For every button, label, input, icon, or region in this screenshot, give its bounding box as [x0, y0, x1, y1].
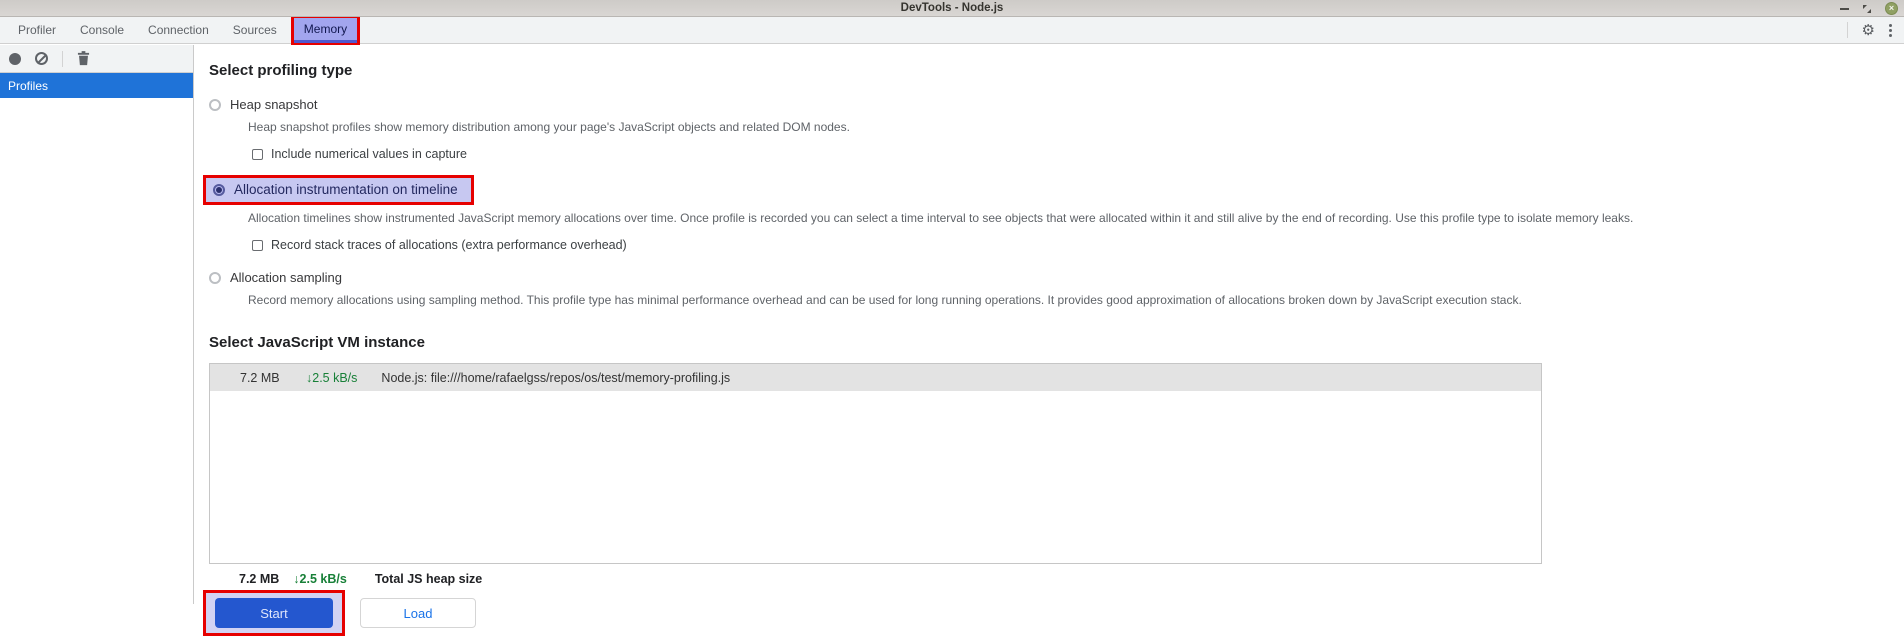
- tab-connection[interactable]: Connection: [148, 23, 209, 37]
- radio-icon-heap-snapshot[interactable]: [209, 99, 221, 111]
- tabbar-right-controls: [1847, 22, 1904, 38]
- vm-instance-heading: Select JavaScript VM instance: [209, 334, 425, 351]
- checkbox-record-stack-traces[interactable]: [252, 238, 1904, 252]
- restore-icon[interactable]: [1862, 4, 1872, 14]
- heap-status-row: [209, 572, 1904, 586]
- radio-icon-allocation-sampling[interactable]: [209, 272, 221, 284]
- close-icon[interactable]: ×: [1885, 2, 1898, 15]
- radio-icon-allocation-timeline-selected[interactable]: [213, 184, 225, 196]
- toolbar-separator: [62, 51, 63, 67]
- memory-panel-toolbar: [0, 45, 193, 73]
- tab-console[interactable]: Console: [80, 23, 125, 37]
- memory-panel-main: [195, 45, 1904, 621]
- allocation-timeline-description: Allocation timelines show instrumented JavaScript memory allocations over time. Once profile is recorded you can select a time interval to see objects that were allocated within it and still alive by the end of recording. Use this profile type to isolate memory leaks.: [248, 211, 1634, 225]
- settings-gear-icon[interactable]: ⚙: [1861, 21, 1875, 39]
- radio-option-allocation-sampling[interactable]: [209, 270, 1904, 285]
- checkbox-label: Include numerical values in capture: [271, 147, 467, 161]
- total-heap-size-label: Total JS heap size: [374, 572, 483, 586]
- load-button[interactable]: Load: [360, 598, 476, 628]
- vm-instance-row[interactable]: [210, 364, 1541, 391]
- toolbar-separator: [1847, 22, 1848, 38]
- more-options-kebab-icon[interactable]: [1889, 24, 1892, 37]
- memory-tab-annotation-box: [291, 15, 360, 46]
- vm-instance-name: Node.js: file:///home/rafaelgss/repos/os/test/memory-profiling.js: [381, 370, 731, 385]
- memory-panel-sidebar: [0, 45, 194, 604]
- tab-profiler[interactable]: Profiler: [18, 23, 57, 37]
- tab-memory[interactable]: Memory: [294, 18, 357, 43]
- vm-instance-list: [209, 363, 1542, 564]
- allocation-sampling-description: Record memory allocations using sampling method. This profile type has minimal performance overhead and can be used for long running operations. It provides good approximation of allocations broken down by JavaScript execution stack.: [248, 293, 1522, 307]
- minimize-icon[interactable]: [1840, 8, 1849, 10]
- trash-icon[interactable]: [77, 51, 90, 66]
- profiling-type-heading: Select profiling type: [209, 62, 353, 79]
- sidebar-item-profiles[interactable]: Profiles: [0, 73, 193, 98]
- checkbox-label: Record stack traces of allocations (extra performance overhead): [271, 238, 627, 252]
- radio-option-heap-snapshot[interactable]: [209, 97, 1904, 112]
- checkbox-icon[interactable]: [252, 149, 263, 160]
- window-controls: [1840, 0, 1898, 17]
- vm-heap-size: 7.2 MB: [240, 370, 280, 385]
- checkbox-icon[interactable]: [252, 240, 263, 251]
- start-button-annotation-box: [203, 590, 345, 636]
- start-button[interactable]: Start: [215, 598, 333, 628]
- radio-option-allocation-timeline[interactable]: [213, 182, 458, 197]
- total-heap-rate-value: ↓2.5 kB/s: [293, 572, 347, 586]
- record-profile-icon[interactable]: [9, 53, 21, 65]
- radio-label: Heap snapshot: [230, 97, 318, 112]
- checkbox-include-numerical-values[interactable]: [252, 147, 1904, 161]
- allocation-timeline-annotation-box: [203, 175, 474, 205]
- tab-sources[interactable]: Sources: [232, 23, 277, 37]
- vm-heap-rate: ↓2.5 kB/s: [306, 370, 358, 385]
- actions-row: [209, 590, 1904, 636]
- window-titlebar: [0, 0, 1904, 17]
- window-title: DevTools - Node.js: [900, 2, 1004, 14]
- devtools-tabbar: [0, 17, 1904, 44]
- radio-label: Allocation instrumentation on timeline: [234, 182, 458, 197]
- heap-snapshot-description: Heap snapshot profiles show memory distribution among your page's JavaScript objects and related DOM nodes.: [248, 120, 850, 134]
- radio-label: Allocation sampling: [230, 270, 343, 285]
- clear-profiles-icon[interactable]: [35, 52, 48, 65]
- total-heap-size-value: 7.2 MB: [239, 572, 280, 586]
